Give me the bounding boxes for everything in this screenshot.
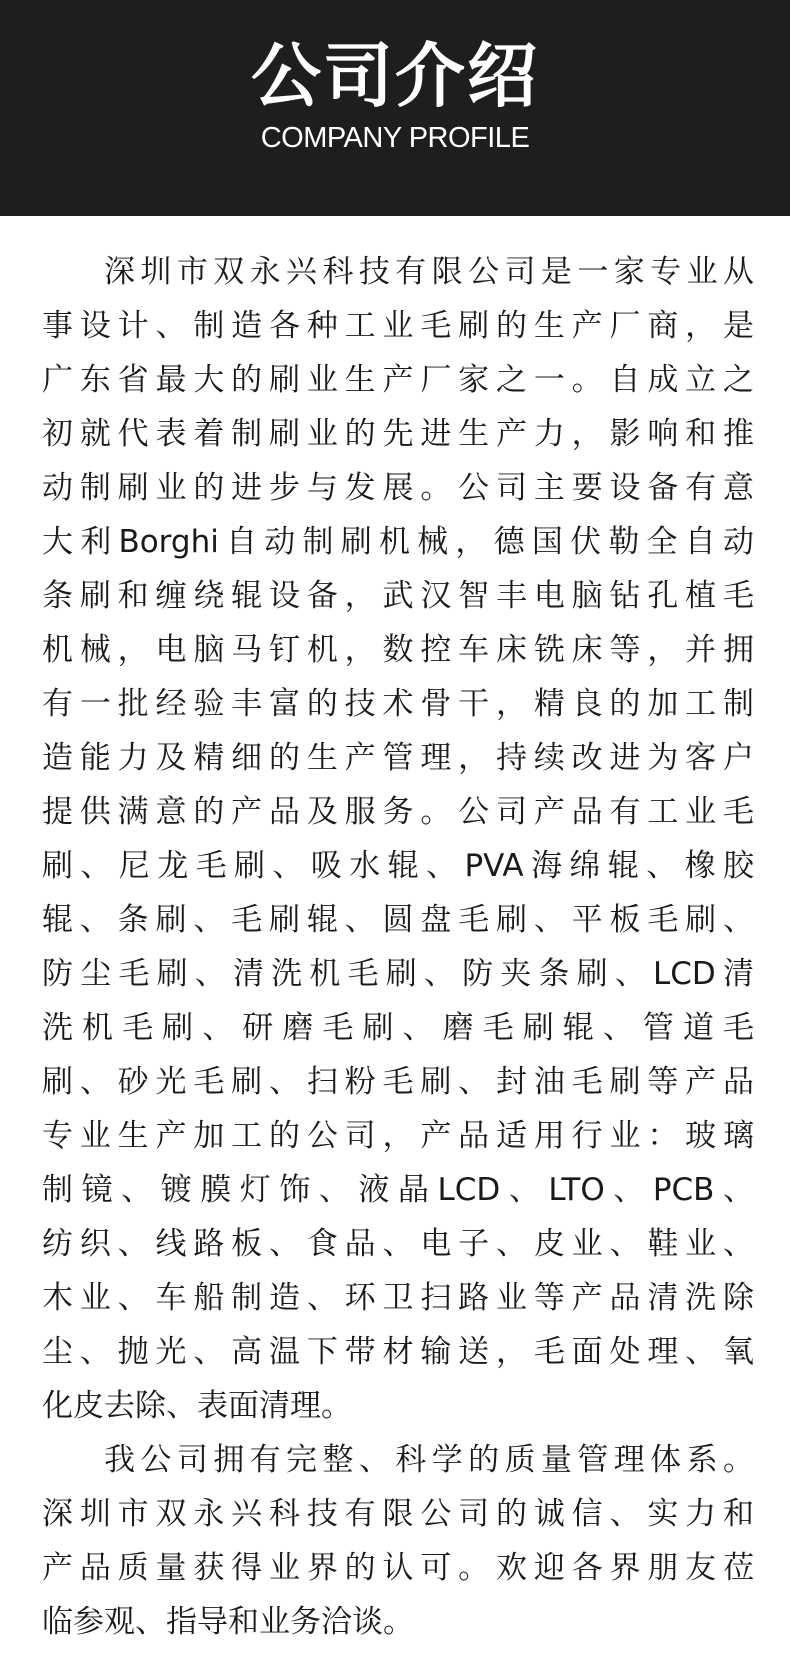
text-line: 防尘毛刷、清洗机毛刷、防夹条刷、LCD清	[42, 956, 754, 992]
text-line: 纺织、线路板、食品、电子、皮业、鞋业、	[42, 1226, 754, 1262]
text-line: 刷、尼龙毛刷、吸水辊、PVA海绵辊、橡胶	[42, 848, 754, 884]
text-line: 造能力及精细的生产管理，持续改进为客户	[42, 740, 754, 776]
text-line: 辊、条刷、毛刷辊、圆盘毛刷、平板毛刷、	[42, 902, 754, 938]
text-line: 机械，电脑马钉机，数控车床铣床等，并拥	[42, 632, 754, 668]
text-line: 产品质量获得业界的认可。欢迎各界朋友莅	[42, 1550, 754, 1586]
text-line: 事设计、制造各种工业毛刷的生产厂商，是	[42, 308, 754, 344]
paragraph-intro	[42, 245, 754, 1433]
text-line: 临参观、指导和业务洽谈。	[42, 1604, 414, 1640]
text-line: 条刷和缠绕辊设备，武汉智丰电脑钻孔植毛	[42, 578, 754, 614]
paragraph-quality	[42, 1433, 754, 1649]
page-title: 公司介绍	[251, 35, 539, 117]
text-line: 提供满意的产品及服务。公司产品有工业毛	[42, 794, 754, 830]
header-banner	[0, 0, 790, 216]
text-line: 我公司拥有完整、科学的质量管理体系。	[104, 1442, 754, 1478]
text-line: 洗机毛刷、研磨毛刷、磨毛刷辊、管道毛	[42, 1010, 754, 1046]
text-line: 动制刷业的进步与发展。公司主要设备有意	[42, 470, 754, 506]
text-line: 深圳市双永兴科技有限公司的诚信、实力和	[42, 1496, 754, 1532]
text-line: 尘、抛光、高温下带材输送，毛面处理、氧	[42, 1334, 754, 1370]
text-line: 大利Borghi自动制刷机械，德国伏勒全自动	[42, 524, 754, 560]
text-line: 化皮去除、表面清理。	[42, 1388, 352, 1424]
text-line: 木业、车船制造、环卫扫路业等产品清洗除	[42, 1280, 754, 1316]
page-subtitle: COMPANY PROFILE	[260, 122, 530, 154]
text-line: 广东省最大的刷业生产厂家之一。自成立之	[42, 362, 754, 398]
text-line: 刷、砂光毛刷、扫粉毛刷、封油毛刷等产品	[42, 1064, 754, 1100]
text-line: 深圳市双永兴科技有限公司是一家专业从	[104, 254, 754, 290]
text-line: 制镜、镀膜灯饰、液晶LCD、LTO、PCB、	[42, 1172, 754, 1208]
company-profile-text	[42, 245, 754, 1649]
text-line: 初就代表着制刷业的先进生产力，影响和推	[42, 416, 754, 452]
text-line: 专业生产加工的公司，产品适用行业：玻璃	[42, 1118, 754, 1154]
text-line: 有一批经验丰富的技术骨干，精良的加工制	[42, 686, 754, 722]
